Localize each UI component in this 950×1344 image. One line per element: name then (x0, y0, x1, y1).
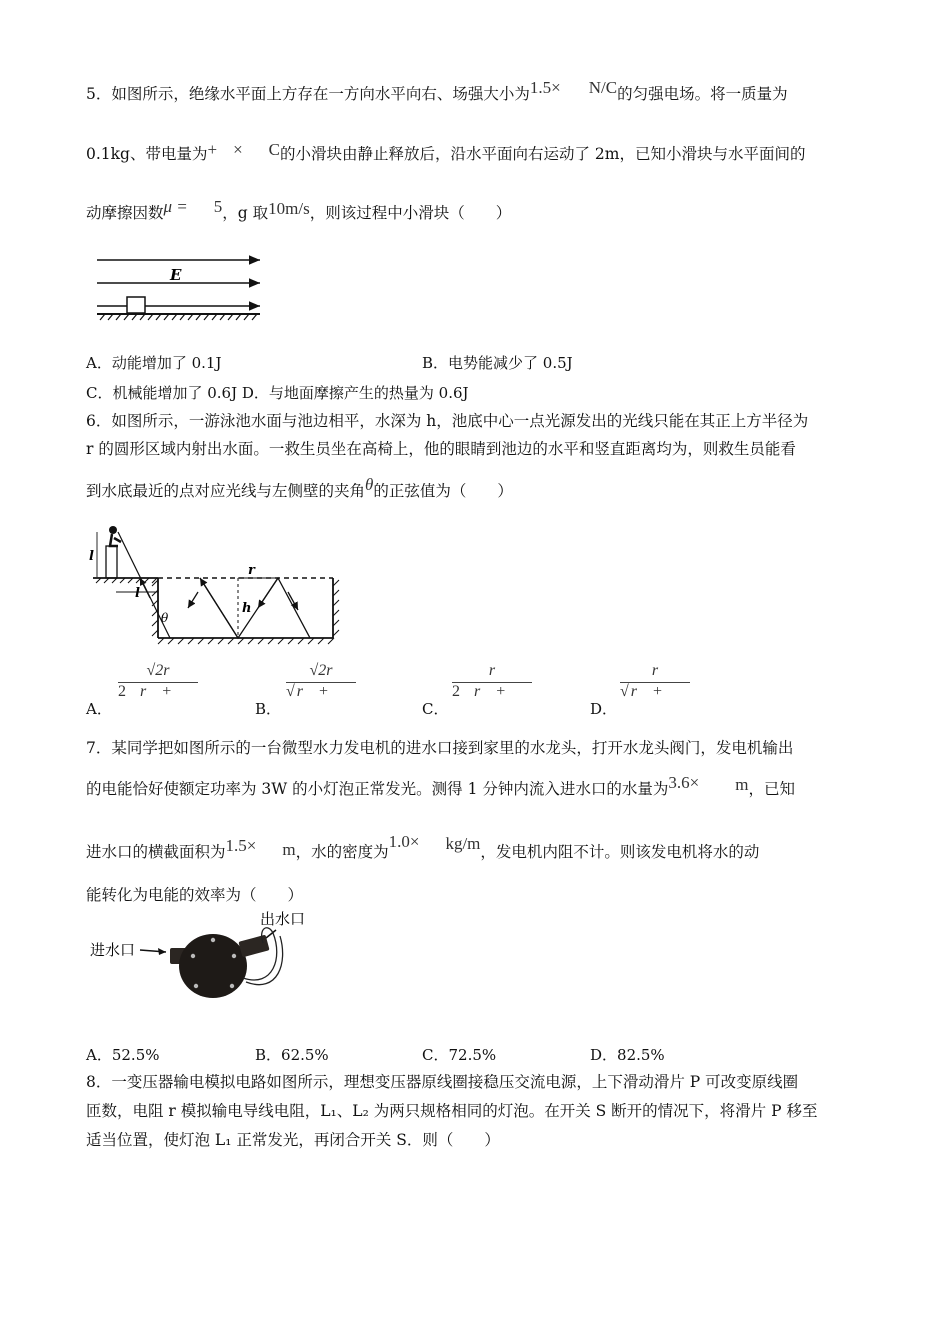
q7-line-4: 能转化为电能的效率为（ ） (86, 886, 304, 904)
q7-option-b: B．62.5% (255, 1046, 329, 1064)
q7-option-c: C．72.5% (422, 1046, 497, 1064)
math-expression: 3.6× (668, 773, 700, 792)
light-ray (200, 578, 310, 638)
light-ray-arrow (258, 578, 278, 608)
q5-figure-electric-field (92, 250, 267, 325)
q6-option-c-letter: C． (422, 700, 449, 718)
screw (191, 954, 195, 958)
dim-label-l-horizontal: l (135, 586, 140, 601)
label-theta: θ (161, 611, 169, 625)
screw (232, 954, 236, 958)
q5-text: 动摩擦因数 (86, 204, 164, 222)
q6-figure-swimming-pool (88, 520, 348, 645)
math-expression: kg/m (445, 834, 481, 853)
q6-option-a-letter: A． (86, 700, 112, 718)
q6-option-c-fraction (452, 662, 532, 701)
field-label: E (170, 266, 182, 284)
q5-line-1 (86, 78, 788, 104)
q5-text: ，g 取 (222, 204, 269, 222)
label-h: h (242, 601, 252, 616)
q7-line-1: 7．某同学把如图所示的一台微型水力发电机的进水口接到家里的水龙头，打开水龙头阀门，发电机输出 (86, 739, 794, 757)
q7-line-3 (86, 832, 760, 862)
q8-line-3: 适当位置，使灯泡 L₁ 正常发光，再闭合开关 S．则（ ） (86, 1131, 500, 1149)
q7-text: 的电能恰好使额定功率为 3W 的小灯泡正常发光。测得 1 分钟内流入进水口的水量为 (86, 780, 669, 798)
light-ray-arrow (140, 578, 150, 598)
q5-text: ，则该过程中小滑块（ ） (309, 204, 512, 222)
q5-text: 的匀强电场。将一质量为 (617, 85, 788, 103)
light-ray (200, 578, 238, 638)
q5-text: 的小滑块由静止释放后，沿水平面向右运动了 2m，已知小滑块与水平面间的 (280, 145, 806, 163)
q6-option-d-letter: D． (590, 700, 618, 718)
slider-block (127, 297, 145, 313)
outlet-pipe (238, 935, 269, 958)
q5-option-cd: C．机械能增加了 0.6J D．与地面摩擦产生的热量为 0.6J (86, 384, 469, 402)
fraction-denominator: √ r + (286, 683, 329, 700)
q6-option-b-fraction (286, 662, 356, 701)
light-ray-arrow (188, 592, 198, 608)
math-expression: μ = (163, 197, 188, 216)
screw (230, 984, 234, 988)
q5-option-a: A．动能增加了 0.1J (86, 354, 222, 372)
q5-text: 0.1kg、带电量为 (86, 145, 208, 163)
q6-text: 到水底最近的点对应光线与左侧壁的夹角 (86, 482, 366, 500)
lifeguard-head (109, 526, 117, 534)
q6-option-d-fraction (620, 662, 690, 701)
q6-line-1: 6．如图所示，一游泳池水面与池边相平，水深为 h，池底中心一点光源发出的光线只能在其正上方半径为 (86, 412, 809, 430)
math-expression: 1.0× (388, 832, 420, 851)
math-expression: 1.5× (529, 78, 561, 97)
q7-option-a: A．52.5% (86, 1046, 160, 1064)
q5-text: 5．如图所示，绝缘水平面上方存在一方向水平向右、场强大小为 (86, 85, 530, 103)
dim-label-l-vertical: l (89, 549, 94, 564)
q7-line-2 (86, 773, 795, 799)
math-expression: m (735, 775, 749, 794)
math-expression: θ (365, 475, 374, 494)
math-expression: 10m/s (268, 199, 310, 218)
math-expression: N/C (588, 78, 618, 97)
math-expression: 5 (213, 197, 223, 216)
q5-option-b: B．电势能减少了 0.5J (422, 354, 573, 372)
screw (211, 938, 215, 942)
fraction-numerator: r (488, 662, 496, 679)
label-water-outlet: 出水口 (260, 910, 306, 928)
q7-text: ，水的密度为 (295, 843, 389, 861)
label-water-inlet: 进水口 (90, 941, 136, 959)
q5-line-2 (86, 140, 806, 164)
label-r: r (248, 563, 255, 578)
q8-line-2: 匝数，电阻 r 模拟输电导线电阻，L₁、L₂ 为两只规格相同的灯泡。在开关 S 断开的情况下，将滑片 P 移至 (86, 1102, 818, 1120)
q6-option-b-letter: B． (255, 700, 282, 718)
math-expression: × (233, 140, 243, 159)
screw (194, 984, 198, 988)
fraction-numerator: √2r (309, 662, 333, 679)
q5-line-3 (86, 197, 512, 223)
inlet-arrowhead (158, 948, 166, 955)
fraction-numerator: r (651, 662, 659, 679)
q7-text: 进水口的横截面积为 (86, 843, 226, 861)
generator-body (179, 934, 247, 998)
fraction-denominator: 2 r + (118, 683, 172, 700)
q7-option-d: D．82.5% (590, 1046, 665, 1064)
math-expression: + (207, 140, 218, 159)
math-expression: m (282, 840, 296, 859)
fraction-denominator: √ r + (620, 683, 663, 700)
q6-option-a-fraction (118, 662, 198, 701)
fraction-denominator: 2 r + (452, 683, 506, 700)
q7-text: ，发电机内阻不计。则该发电机将水的动 (480, 843, 760, 861)
math-expression: 1.5× (225, 836, 257, 855)
q6-text: 的正弦值为（ ） (373, 482, 513, 500)
fraction-numerator: √2r (146, 662, 170, 679)
lifeguard-chair (106, 546, 117, 578)
q6-line-2: r 的圆形区域内射出水面。一救生员坐在高椅上，他的眼睛到池边的水平和竖直距离均为，则救生员能看 (86, 440, 796, 458)
q7-text: ，已知 (748, 780, 795, 798)
q8-line-1: 8．一变压器输电模拟电路如图所示，理想变压器原线圈接稳压交流电源，上下滑动滑片 P 可改变原线圈 (86, 1073, 799, 1091)
q6-line-3 (86, 475, 513, 501)
q7-figure-water-generator (88, 908, 318, 1020)
math-expression: C (268, 140, 280, 159)
